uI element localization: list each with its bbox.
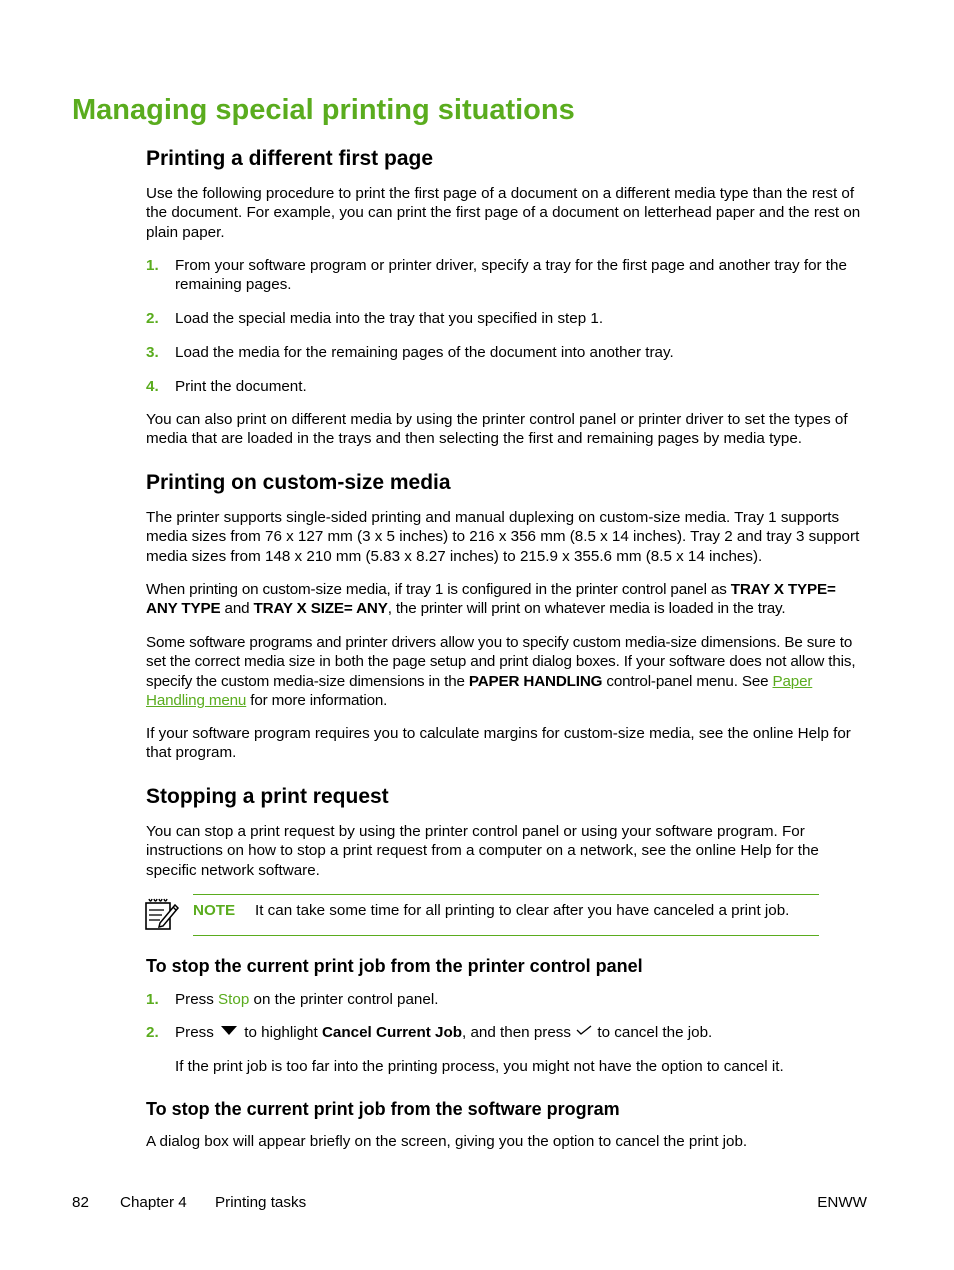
heading-stopping-print-request: Stopping a print request	[146, 785, 389, 808]
checkmark-icon	[575, 1023, 593, 1042]
list-item	[146, 377, 870, 396]
section3-sub2-text: A dialog box will appear briefly on the screen, giving you the option to cancel the print job.	[146, 1133, 748, 1150]
section2-p3	[146, 633, 870, 710]
cancel-current-job-option: Cancel Current Job	[321, 1024, 463, 1041]
list-item	[146, 256, 870, 295]
down-arrow-icon	[218, 1023, 240, 1042]
text-run: on the printer control panel.	[249, 991, 439, 1008]
text-run: When printing on custom-size media, if tray 1 is configured in the printer control panel as	[146, 581, 731, 598]
note-top-divider	[193, 894, 819, 895]
list-item	[146, 990, 870, 1009]
text-run: for more information.	[246, 691, 388, 709]
heading-stop-from-control-panel: To stop the current print job from the printer control panel	[146, 956, 643, 976]
text-run: , the printer will print on whatever media is loaded in the tray.	[387, 600, 786, 618]
note-pad-icon	[144, 896, 180, 932]
step-number: 3.	[146, 344, 159, 361]
text-run: to highlight	[240, 1024, 322, 1041]
page-title: Managing special printing situations	[72, 94, 575, 126]
note-text: It can take some time for all printing to clear after you have canceled a print job.	[255, 902, 790, 919]
heading-stop-from-software: To stop the current print job from the software program	[146, 1099, 620, 1119]
section2-p1: The printer supports single-sided printing and manual duplexing on custom-size media. Tray 1 supports media sizes from 76 x 127 mm (3 x 5 inches) to 216 x 356 mm (8.5 x 14 inches). Tray 2 and tray 3 support media sizes from 148 x 210 mm (5.83 x 8.27 inches) to 215.9 x 355.6 mm (8.5 x 14 inches).	[146, 509, 860, 565]
step-text: Load the media for the remaining pages of the document into another tray.	[175, 344, 674, 361]
section1-outro: You can also print on different media by using the printer control panel or printer driver to set the types of media that are loaded in the trays and then selecting the first and remaining pages by media type.	[146, 411, 848, 448]
step-number: 1.	[146, 257, 159, 274]
step-text: Load the special media into the tray that you specified in step 1.	[175, 310, 604, 327]
step2-extra-note: If the print job is too far into the printing process, you might not have the option to cancel it.	[175, 1058, 784, 1075]
text-run: , and then press	[462, 1024, 576, 1041]
text-run: and	[220, 600, 254, 618]
step-number: 4.	[146, 378, 159, 395]
step-number: 1.	[146, 991, 159, 1008]
list-item	[146, 343, 870, 362]
section3-p1: You can stop a print request by using the printer control panel or using your software program. For instructions on how to stop a print request from a computer on a network, see the online Help for the specific network software.	[146, 823, 819, 879]
heading-different-first-page: Printing a different first page	[146, 147, 434, 170]
section2-p4: If your software program requires you to calculate margins for custom-size media, see the online Help for that program.	[146, 725, 851, 762]
paper-handling-menu-link[interactable]: Paper Handling menu	[146, 672, 813, 709]
note-label: NOTE	[193, 902, 236, 919]
text-run: Press	[175, 991, 219, 1008]
list-item	[146, 1023, 870, 1043]
text-run: Press	[175, 1024, 219, 1041]
section2-p2	[146, 580, 870, 619]
footer-chapter: Chapter 4	[120, 1194, 187, 1211]
tray-size-setting: TRAY X SIZE= ANY	[253, 600, 388, 618]
step-number: 2.	[146, 310, 159, 327]
step-text: Print the document.	[175, 378, 307, 395]
footer-enww: ENWW	[817, 1194, 867, 1211]
step-number: 2.	[146, 1024, 159, 1041]
section1-intro: Use the following procedure to print the first page of a document on a different media type than the rest of the document. For example, you can print the first page of a document on letterhead paper and the rest on plain paper.	[146, 185, 861, 241]
tray-type-setting: TRAY X TYPE= ANY TYPE	[146, 581, 836, 618]
footer-chapter-title: Printing tasks	[215, 1194, 307, 1211]
paper-handling-menu-name: PAPER HANDLING	[468, 672, 603, 690]
text-run: to cancel the job.	[593, 1024, 713, 1041]
text-run: control-panel menu. See	[602, 672, 773, 690]
footer-page-number: 82	[72, 1194, 89, 1211]
step-text	[175, 990, 870, 1009]
list-item	[146, 309, 870, 328]
step-text: From your software program or printer driver, specify a tray for the first page and another tray for the remaining pages.	[175, 257, 847, 294]
step-text	[175, 1023, 870, 1043]
heading-custom-size-media: Printing on custom-size media	[146, 471, 451, 494]
note-bottom-divider	[193, 935, 819, 936]
text-run: Some software programs and printer drivers allow you to specify custom media-size dimensions. Be sure to set the correct media size in both the page setup and print dialog boxes. If your software does not allow this, specify the custom media-size dimensions in the	[146, 634, 856, 690]
stop-button-name: Stop	[218, 991, 250, 1008]
